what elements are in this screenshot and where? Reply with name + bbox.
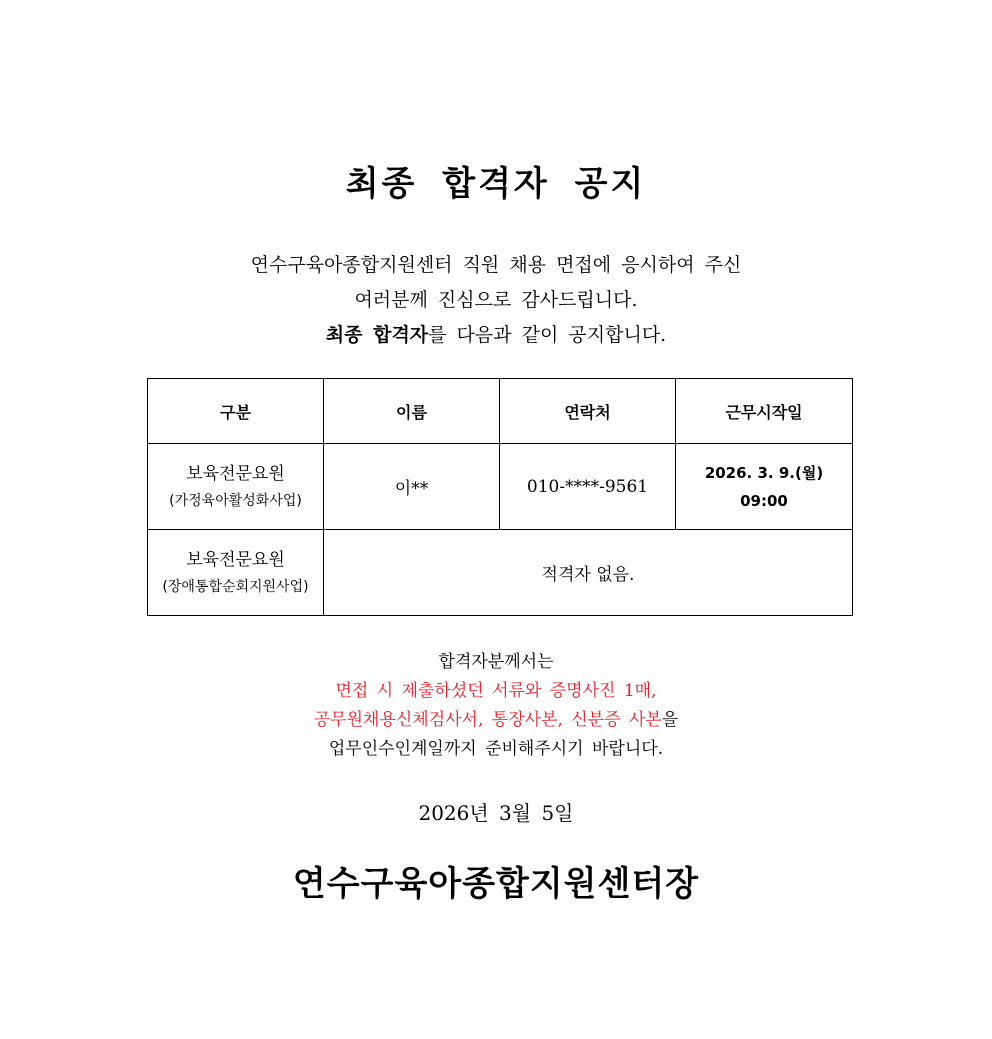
intro-line-3-rest: 를 다음과 같이 공지합니다. bbox=[428, 324, 667, 346]
notice-line-2: 면접 시 제출하셨던 서류와 증명사진 1매, bbox=[335, 681, 657, 701]
required-documents: 공무원채용신체검사서, 통장사본, 신분증 사본 bbox=[313, 710, 662, 730]
signer-name: 연수구육아종합지원센터장 bbox=[292, 864, 700, 904]
table-header-row bbox=[148, 379, 853, 444]
notice-date: 2026년 3월 5일 bbox=[418, 801, 574, 825]
notice-line-4: 업무인수인계일까지 준비해주시기 바랍니다. bbox=[328, 739, 664, 759]
intro-line-1: 연수구육아종합지원센터 직원 채용 면접에 응시하여 주신 bbox=[250, 254, 742, 276]
intro-line-3 bbox=[0, 318, 992, 353]
candidate-contact: 010-****-9561 bbox=[526, 476, 649, 497]
contact-cell bbox=[500, 444, 676, 530]
notice-line-1: 합격자분께서는 bbox=[438, 652, 554, 672]
subcategory-label: (장애통합순회지원사업) bbox=[162, 578, 309, 595]
table-row bbox=[148, 530, 853, 616]
page-title: 최종 합격자 공지 bbox=[345, 164, 647, 204]
start-time-value: 09:00 bbox=[740, 491, 788, 510]
results-table bbox=[147, 378, 853, 616]
table-row bbox=[148, 444, 853, 530]
candidate-name: 이** bbox=[394, 479, 429, 499]
subcategory-label: (가정육아활성화사업) bbox=[169, 492, 302, 509]
header-contact: 연락처 bbox=[500, 379, 676, 444]
category-cell bbox=[148, 530, 324, 616]
intro-paragraph bbox=[0, 248, 992, 353]
intro-line-2: 여러분께 진심으로 감사드립니다. bbox=[354, 289, 638, 311]
category-label: 보육전문요원 bbox=[186, 549, 285, 570]
notice-paragraph bbox=[0, 648, 992, 764]
header-category: 구분 bbox=[148, 379, 324, 444]
category-label: 보육전문요원 bbox=[186, 463, 285, 484]
start-date-cell bbox=[676, 444, 853, 530]
start-date-value: 2026. 3. 9.(월) bbox=[704, 463, 824, 482]
intro-bold-phrase: 최종 합격자 bbox=[325, 324, 429, 346]
header-start-date: 근무시작일 bbox=[676, 379, 853, 444]
header-name: 이름 bbox=[324, 379, 500, 444]
notice-line-3-rest: 을 bbox=[661, 710, 679, 730]
category-cell bbox=[148, 444, 324, 530]
name-cell bbox=[324, 444, 500, 530]
no-candidate-cell bbox=[324, 530, 853, 616]
notice-line-3 bbox=[0, 706, 992, 735]
no-candidate-text: 적격자 없음. bbox=[541, 565, 635, 585]
